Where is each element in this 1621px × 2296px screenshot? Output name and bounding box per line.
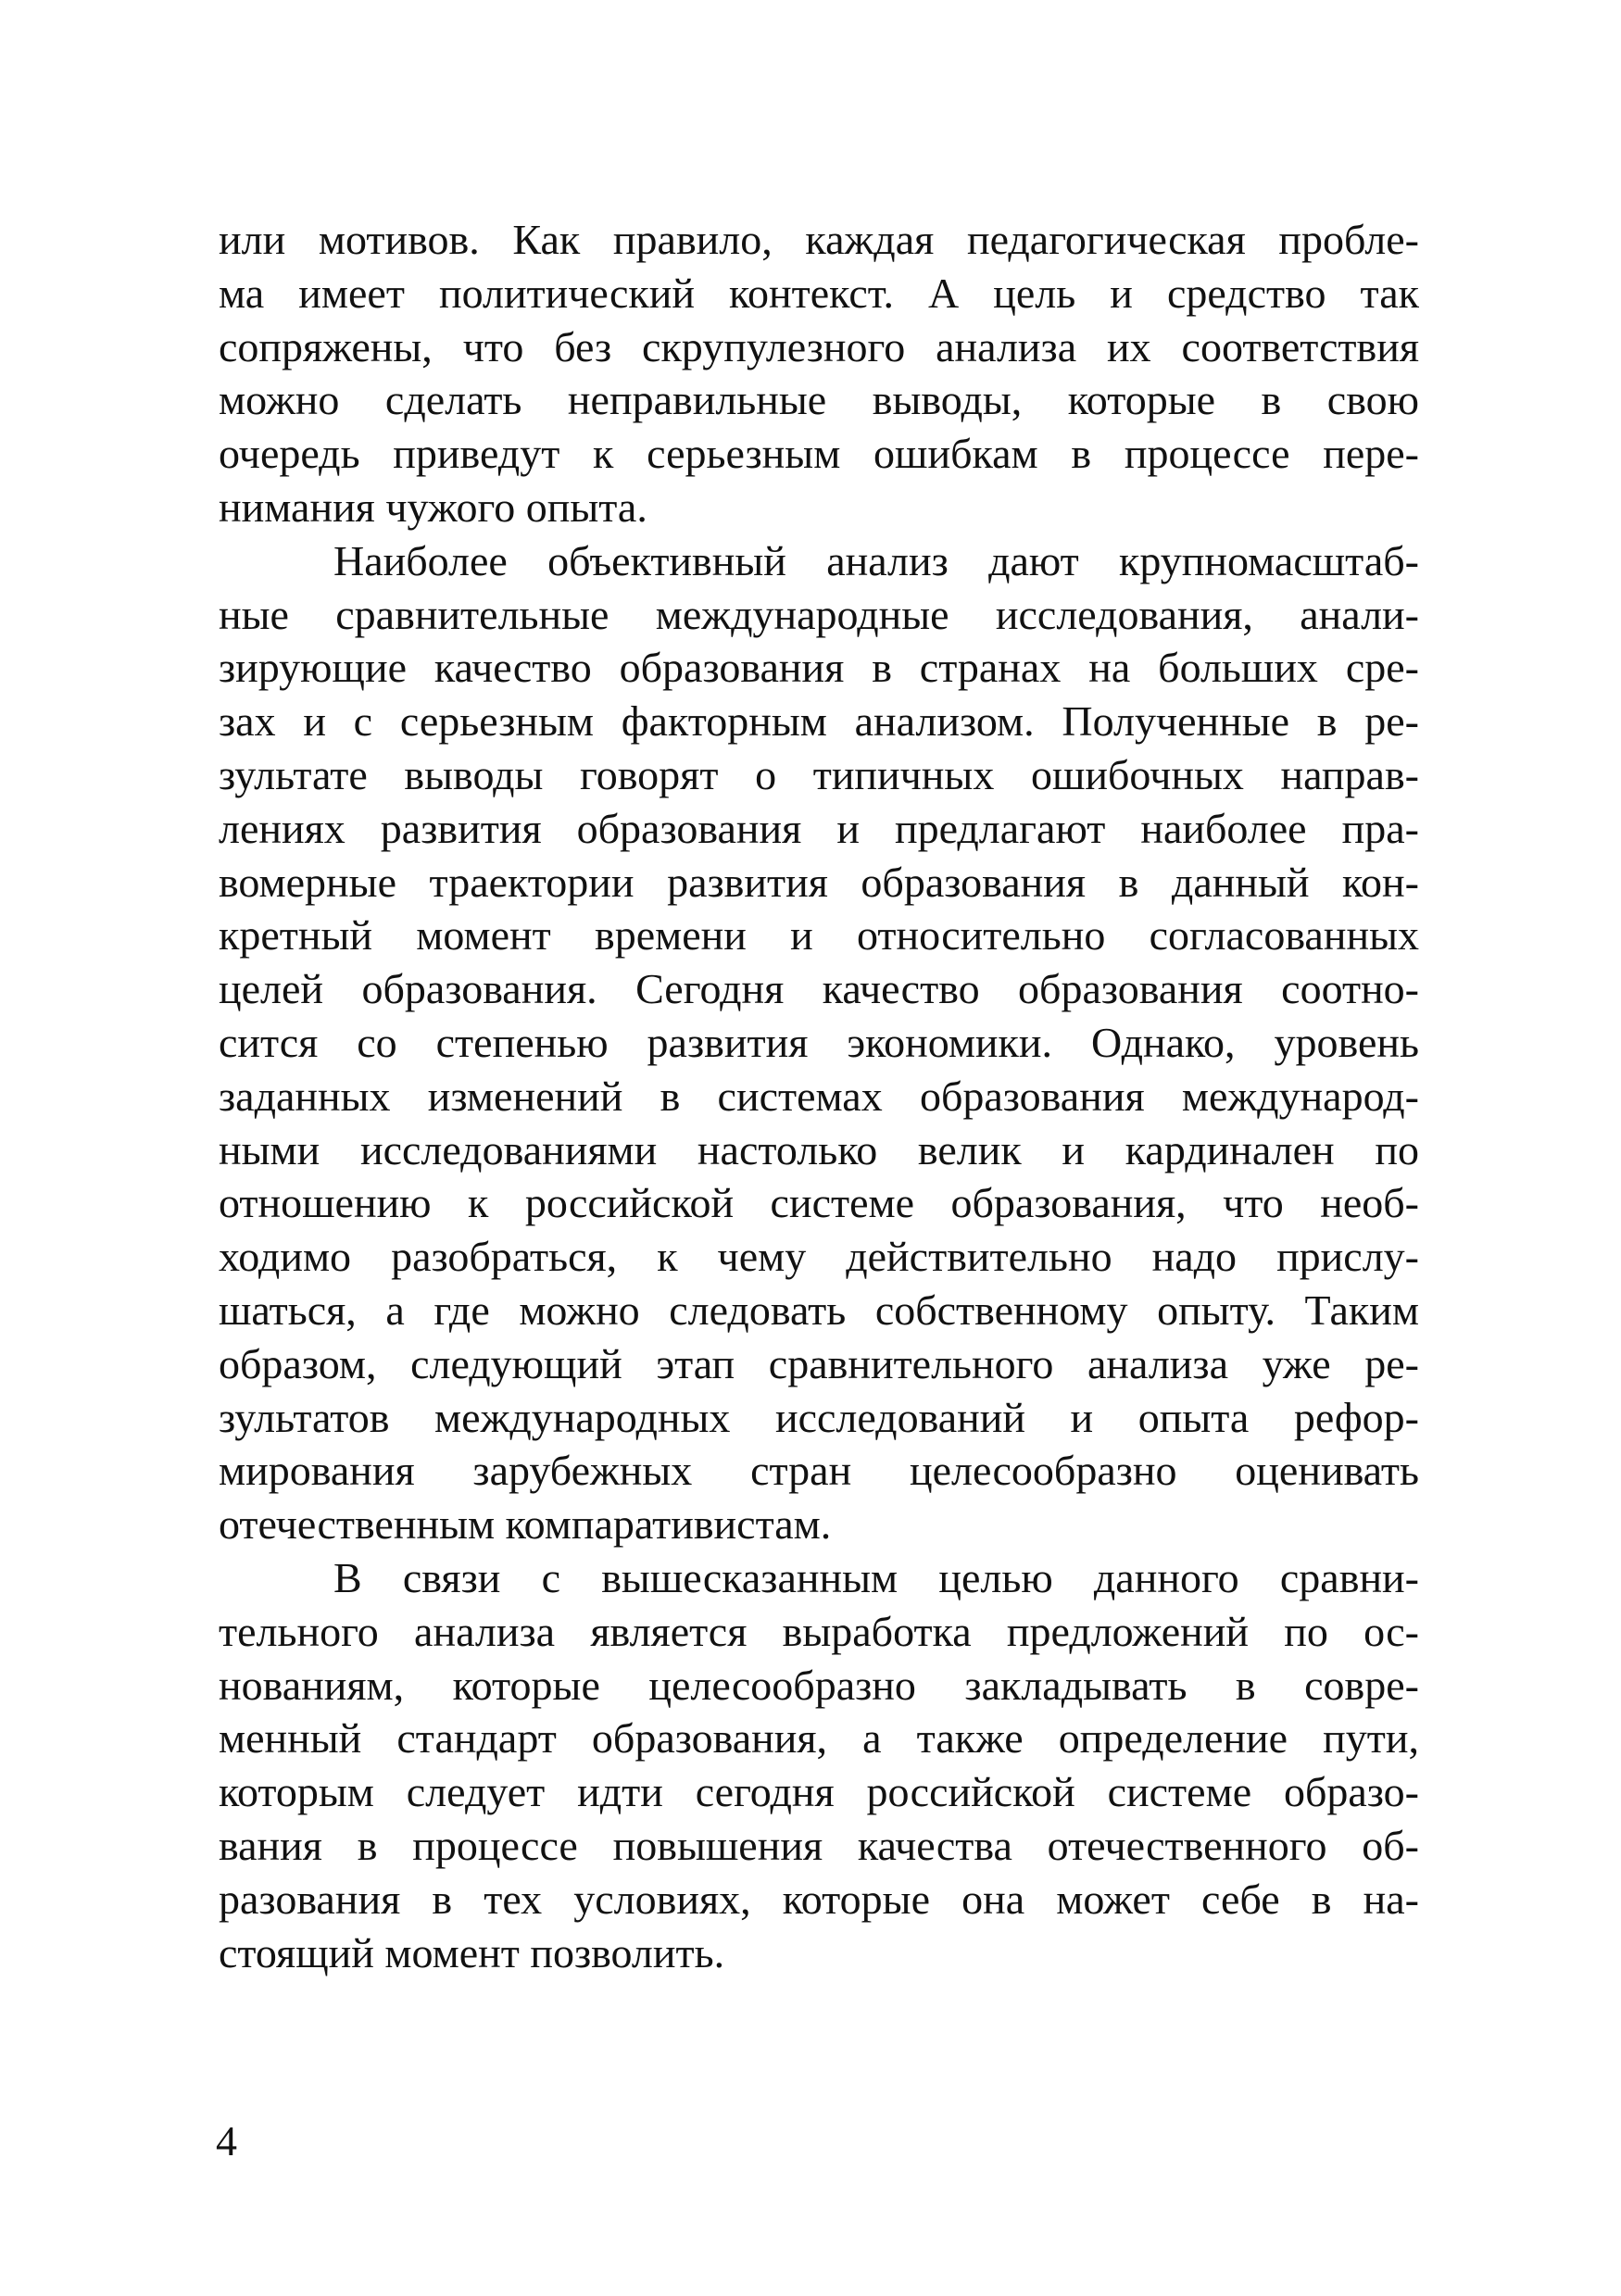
paragraph-line: шаться, а где можно следовать собственному опыту. Таким (219, 1286, 1419, 1334)
paragraph-line: отношению к российской системе образования, что необ- (219, 1179, 1419, 1227)
paragraph-line: заданных изменений в системах образования международ- (219, 1072, 1419, 1120)
paragraph-line: кретный момент времени и относительно согласованных (219, 911, 1419, 960)
paragraph-line: ма имеет политический контекст. А цель и средство так (219, 269, 1419, 317)
paragraph-line: менный стандарт образования, а также определение пути, (219, 1714, 1419, 1763)
paragraph-line: вания в процессе повышения качества отечественного об- (219, 1821, 1419, 1869)
paragraph-line: можно сделать неправильные выводы, которые в свою (219, 376, 1419, 424)
paragraph-line: нованиям, которые целесообразно закладывать в совре- (219, 1661, 1419, 1709)
paragraph-line: ными исследованиями настолько велик и кардинален по (219, 1125, 1419, 1173)
body-text (219, 213, 1419, 1979)
paragraph-line: разования в тех условиях, которые она может себе в на- (219, 1875, 1419, 1923)
paragraph-line: или мотивов. Как правило, каждая педагогическая пробле- (219, 216, 1419, 263)
paragraph-line: целей образования. Сегодня качество образования соотно- (219, 965, 1419, 1013)
paragraph-line: зультатов международных исследований и опыта рефор- (219, 1393, 1419, 1441)
paragraph-2 (219, 534, 1419, 1551)
paragraph-line: лениях развития образования и предлагают наиболее пра- (219, 804, 1419, 852)
paragraph-line: ходимо разобраться, к чему действительно надо прислу- (219, 1233, 1419, 1281)
paragraph-line: вомерные траектории развития образования в данный кон- (219, 858, 1419, 906)
paragraph-line: В связи с вышесказанным целью данного сравни- (333, 1553, 1419, 1601)
paragraph-line: которым следует идти сегодня российской системе образо- (219, 1768, 1419, 1816)
paragraph-line: образом, следующий этап сравнительного анализа уже ре- (219, 1339, 1419, 1387)
paragraph-line: тельного анализа является выработка предложений по ос- (219, 1607, 1419, 1655)
paragraph-line: нимания чужого опыта. (219, 483, 647, 531)
paragraph-line: зах и с серьезным факторным анализом. Полученные в ре- (219, 697, 1419, 746)
paragraph-line: стоящий момент позволить. (219, 1928, 725, 1976)
paragraph-line: ные сравнительные международные исследования, анали- (219, 590, 1419, 638)
paragraph-3 (219, 1551, 1419, 1979)
paragraph-line: отечественным компаративистам. (219, 1500, 832, 1549)
paragraph-line: мирования зарубежных стран целесообразно оценивать (219, 1447, 1419, 1495)
page-number: 4 (216, 2117, 237, 2164)
paragraph-line: зультате выводы говорят о типичных ошибочных направ- (219, 750, 1419, 798)
paragraph-line: сится со степенью развития экономики. Однако, уровень (219, 1018, 1419, 1066)
paragraph-line: Наиболее объективный анализ дают крупномасштаб- (333, 536, 1419, 584)
paragraph-line: зирующие качество образования в странах на больших сре- (219, 644, 1419, 692)
paragraph-1 (219, 213, 1419, 534)
paragraph-line: очередь приведут к серьезным ошибкам в процессе пере- (219, 430, 1419, 478)
paragraph-line: сопряжены, что без скрупулезного анализа их соответствия (219, 322, 1419, 370)
